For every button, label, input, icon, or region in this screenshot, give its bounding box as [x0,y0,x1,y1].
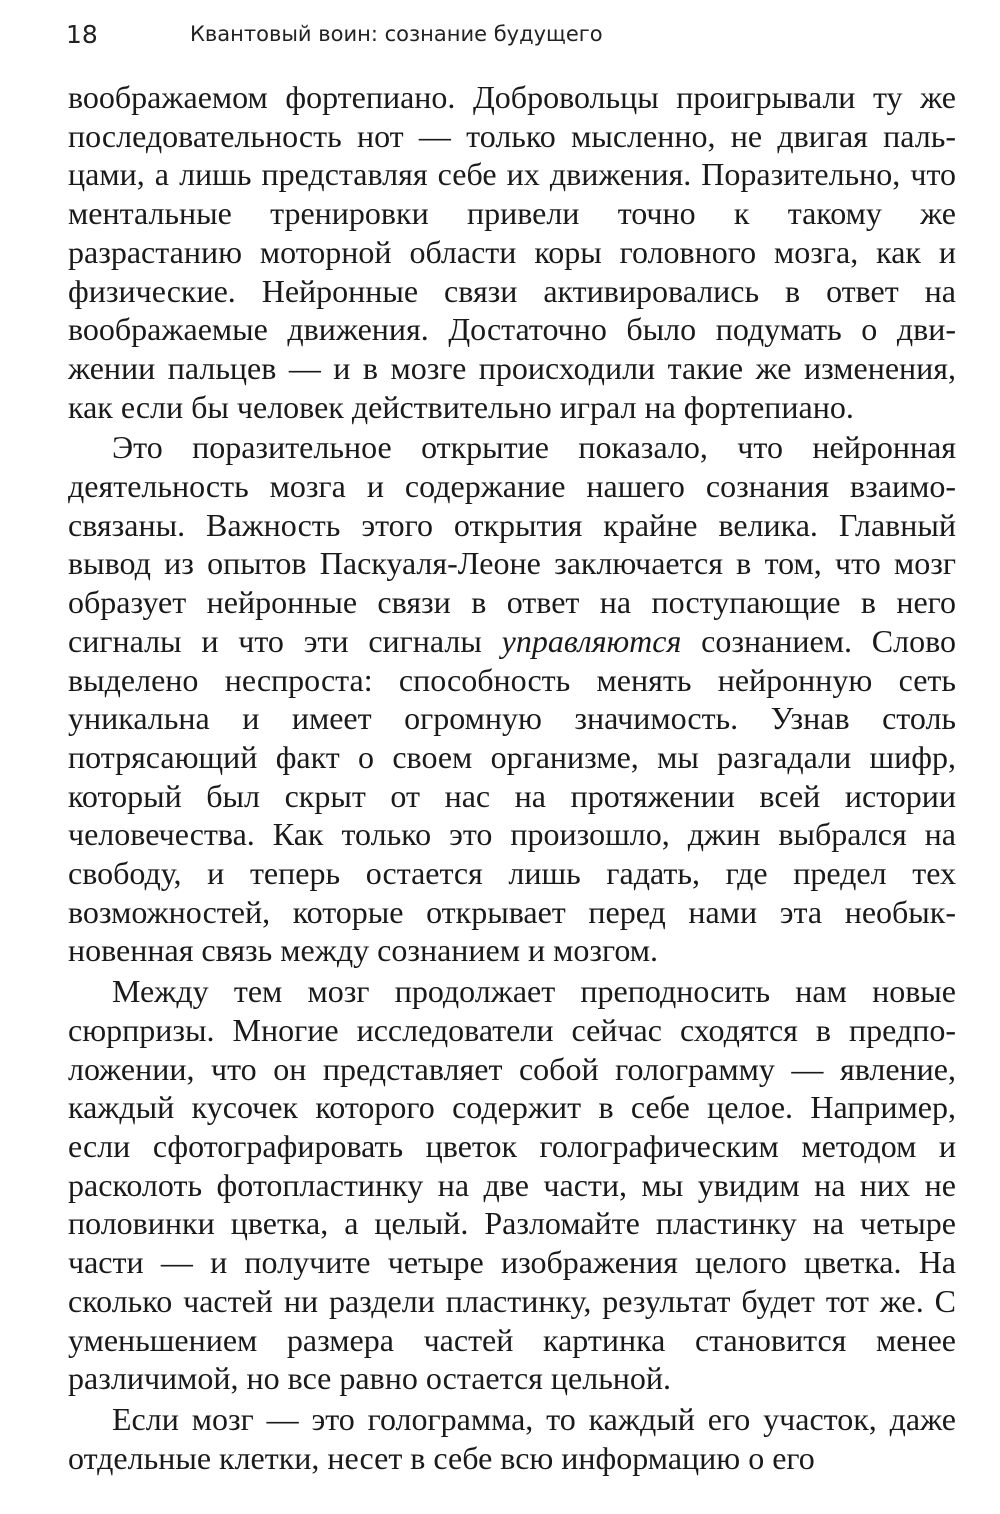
book-title: Квантовый воин: сознание будущего [190,22,603,46]
running-head [66,18,946,52]
emphasized-word: управляются [501,622,682,659]
body-text [68,78,956,1477]
paragraph-4: Если мозг — это голограмма, то каждый его участок, даже отдельные клетки, несет в себе всю информацию о его [68,1400,956,1476]
paragraph-2-part-1: Это поразительное открытие показало, что нейронная деятельность мозга и содержание нашего сознания взаимосвязаны. Важность этого открытия крайне велика. Главный вывод из опытов Паскуаля-Леоне заключается в том, что мозг образует нейронные связи в ответ на поступающие в него сигналы и что эти сигналы [68,429,956,659]
paragraph-3: Между тем мозг продолжает преподносить нам новые сюрпризы. Многие исследователи сейчас сходятся в предположении, что он представляет собой голограмму — явление, каждый кусочек которого содержит в себе целое. Например, если сфотографировать цветок голографическим методом и расколоть фотопластинку на две части, мы увидим на них не половинки цветка, а целый. Разломайте пластинку на четыре части — и получите четыре изображения целого цветка. На сколько частей ни раздели пластинку, результат будет тот же. С уменьшением размера частей картинка становится менее различимой, но все равно остается цельной. [68,973,956,1397]
paragraph-1: воображаемом фортепиано. Добровольцы проигрывали ту же последовательность нот — только мысленно, не двигая пальцами, а лишь представляя себе их движения. Поразительно, что ментальные тренировки привели точно к такому же разрастанию моторной области коры головного мозга, как и физические. Нейронные связи активировались в ответ на воображаемые движения. Достаточно было подумать о движении пальцев — и в мозге происходили такие же изменения, как если бы человек действительно играл на фортепиано. [68,79,956,425]
page-number: 18 [66,20,98,49]
paragraph-2-part-2: сознанием. Слово выделено неспроста: способность менять нейронную сеть уникальна и имеет огромную значимость. Узнав столь потрясающий факт о своем организме, мы разгадали шифр, который был скрыт от нас на протяжении всей истории человечества. Как только это произошло, джин выбрался на свободу, и теперь остается лишь гадать, где предел тех возможностей, которые открывает перед нами эта необыкновенная связь между сознанием и мозгом. [68,622,957,969]
paragraph-2 [68,428,956,970]
